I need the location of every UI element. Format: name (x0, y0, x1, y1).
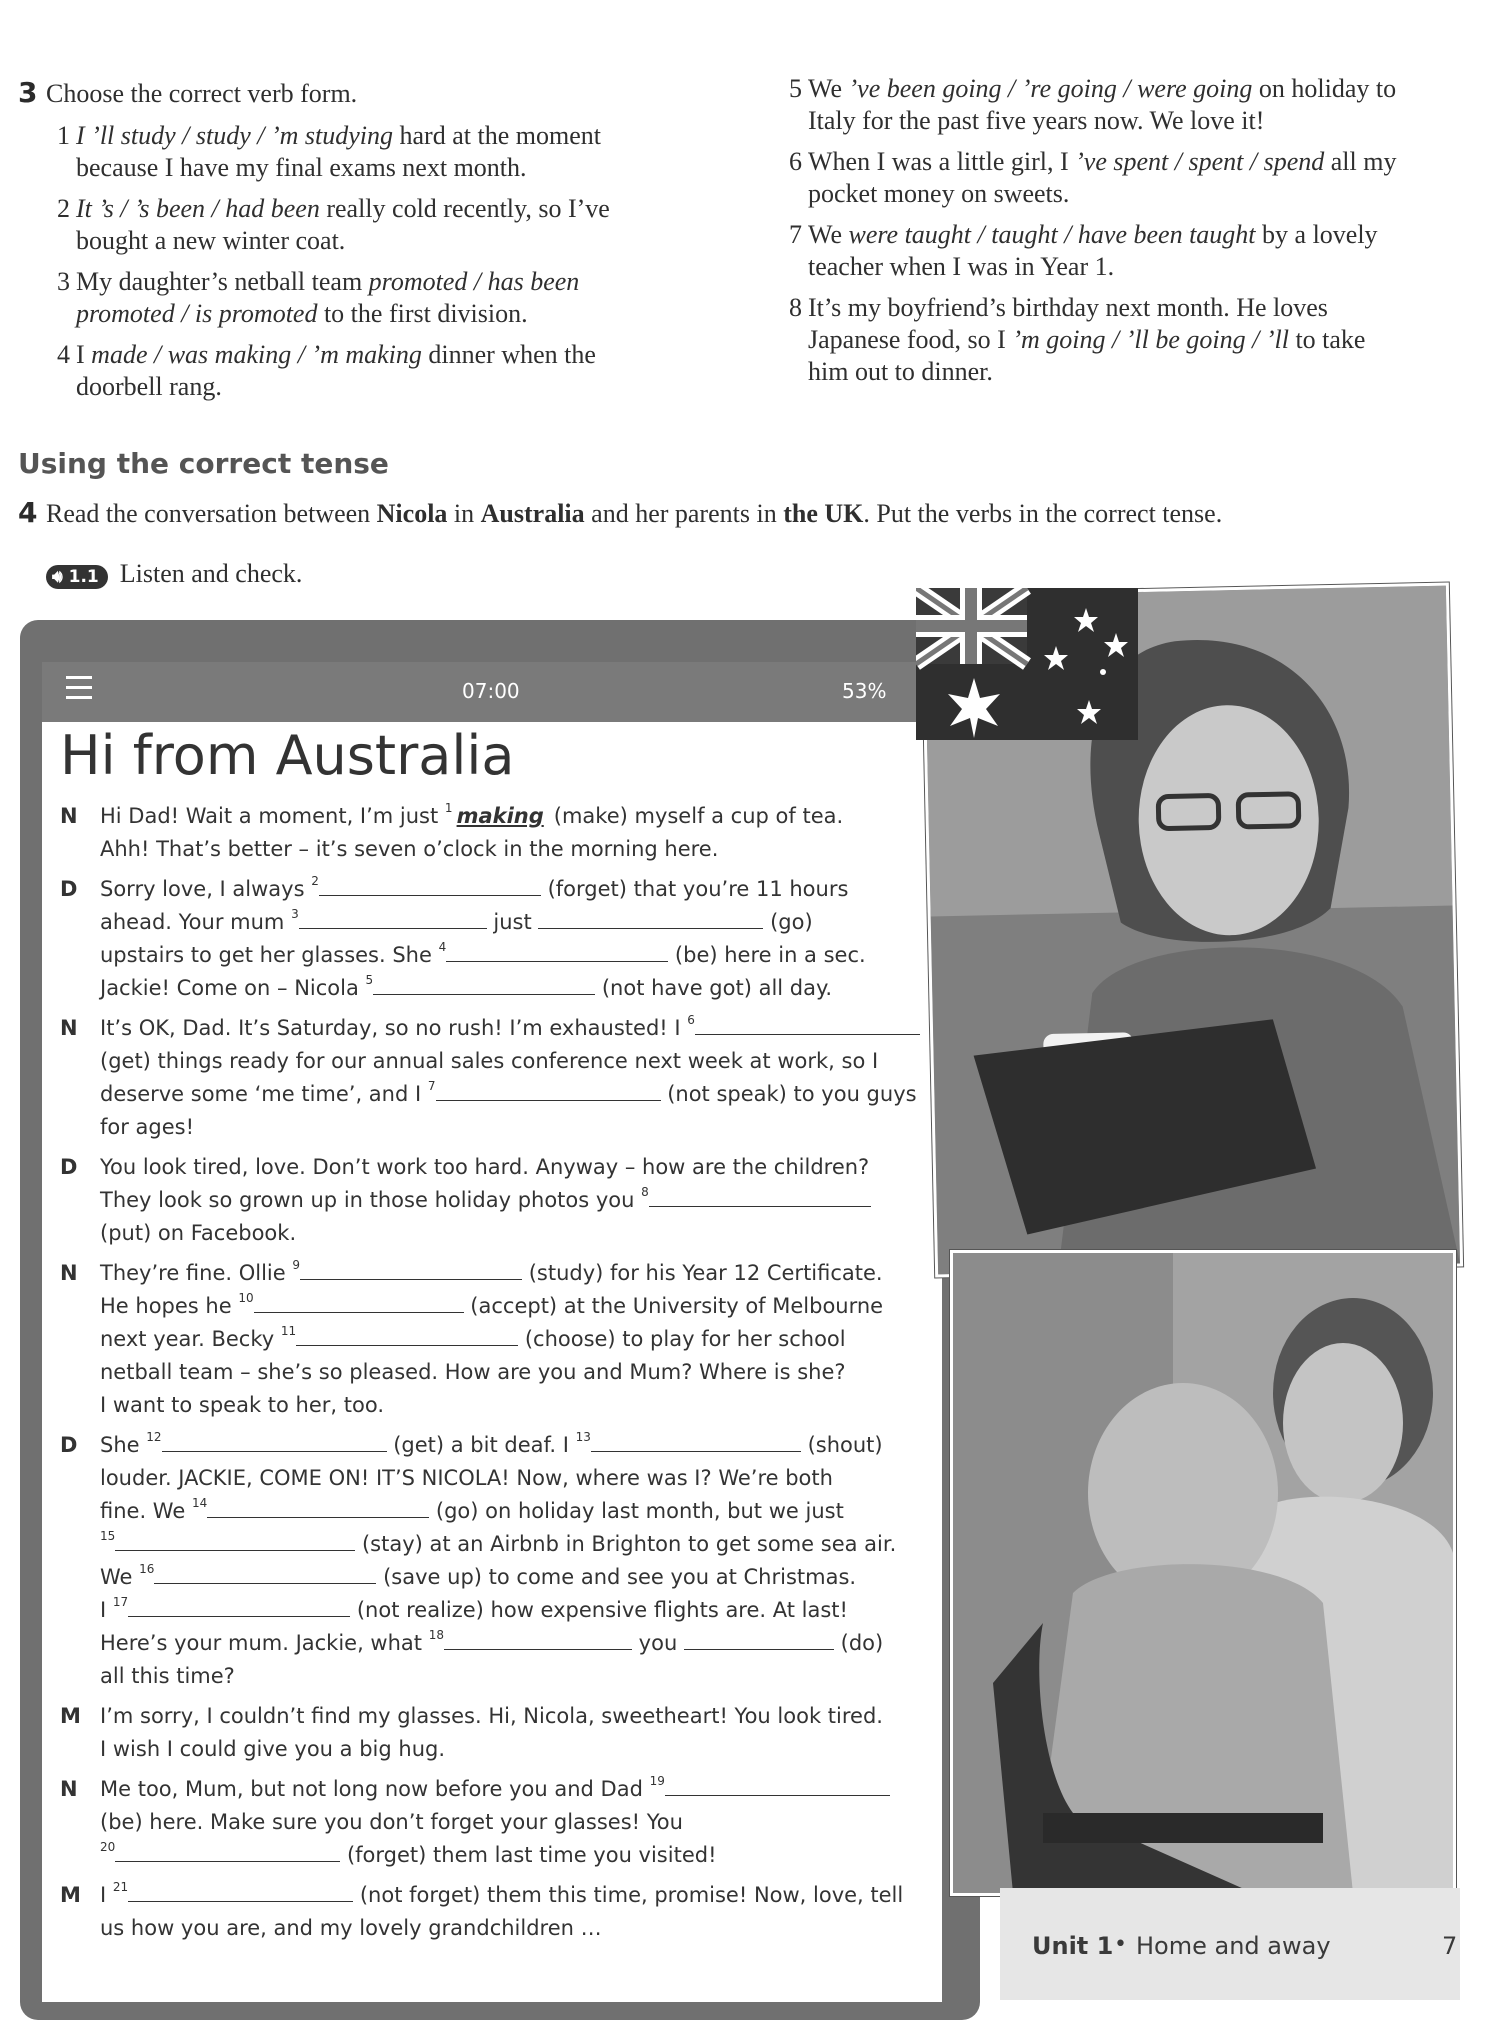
answer-gap-13[interactable] (591, 1429, 801, 1452)
chat-turn: N Me too, Mum, but not long now before you and Dad $^{19}$ (be) here. Make sure you don’t forget your glasses! You $^{20}$ (forget) them last time you visited! (60, 1773, 920, 1872)
footer-panel (1000, 1888, 1460, 2000)
chat-turn: M I’m sorry, I couldn’t find my glasses. Hi, Nicola, sweetheart! You look tired. I wish I could give you a big hug. (60, 1704, 883, 1761)
hamburger-menu-icon[interactable] (66, 676, 92, 699)
audio-instruction: Listen and check. (119, 559, 303, 588)
answer-gap-5[interactable] (373, 972, 595, 995)
answer-gap-8[interactable] (649, 1184, 871, 1207)
answer-gap-6[interactable] (695, 1012, 920, 1035)
audio-badge[interactable]: 🔊︎ 1.1 (46, 565, 108, 589)
ex3-item-4: 4 I made / was making / ’m making dinner when the doorbell rang. (57, 340, 596, 401)
answer-gap-20[interactable] (115, 1839, 340, 1862)
ex3-item-8: 8 It’s my boyfriend’s birthday next month. He loves Japanese food, so I ’m going / ’ll be going / ’ll to take him out to dinner. (789, 293, 1366, 386)
ex3-item-6: 6 When I was a little girl, I ’ve spent / spent / spend all my pocket money on sweets. (789, 147, 1397, 208)
example-answer: making (456, 804, 544, 828)
chat-title: Hi from Australia (60, 724, 515, 787)
ex3-item-1: 1 I ’ll study / study / ’m studying hard at the moment because I have my final exams next month. (57, 121, 601, 182)
chat-conversation (60, 800, 920, 1952)
footer-section: Home and away (1136, 1932, 1331, 1960)
answer-gap-4[interactable] (446, 939, 668, 962)
answer-gap-19[interactable] (665, 1773, 890, 1796)
answer-gap-18b[interactable] (684, 1627, 834, 1650)
chat-turn: N They’re fine. Ollie $^9$ (study) for his Year 12 Certificate. He hopes he $^{10}$ (accept) at the University of Melbourne next year. Becky $^{11}$ (choose) to play for her school netball team – she’s so pleased. How are you and Mum? Where is she? I want to speak to her, too. (60, 1258, 884, 1417)
exercise-4-number: 4 (18, 496, 38, 529)
ex3-item-3: 3 My daughter’s netball team promoted / has been promoted / is promoted to the first division. (57, 267, 580, 328)
answer-gap-3b[interactable] (538, 906, 763, 929)
answer-gap-15[interactable] (115, 1528, 355, 1551)
chat-turn: N Hi Dad! Wait a moment, I’m just $^1$ making (make) myself a cup of tea. Ahh! That’s better – it’s seven o’clock in the morning here. (60, 801, 844, 861)
chat-turn: D She $^{12}$ (get) a bit deaf. I $^{13}$ (shout) louder. JACKIE, COME ON! IT’S NICOLA! Now, where was I? We’re both fine. We $^{14}$ (go) on holiday last month, but we just $^{15}$ (stay) at an Airbnb in Brighton to get some sea air. We $^{16}$ (save up) to come and see you at Christmas. I $^{17}$ (not realize) how expensive flights are. At last! Here’s your mum. Jackie, what $^{18}$ you (do) all this time? (60, 1430, 897, 1688)
ex3-item-7: 7 We were taught / taught / have been taught by a lovely teacher when I was in Year 1. (789, 220, 1378, 281)
exercise-4-instruction: Read the conversation between Nicola in Australia and her parents in the UK. Put the verbs in the correct tense. (46, 499, 1223, 528)
status-time: 07:00 (462, 679, 520, 703)
page-number: 7 (1442, 1932, 1458, 1960)
speaker-icon: 🔊︎ (52, 567, 63, 587)
answer-gap-21[interactable] (128, 1879, 353, 1902)
chat-turn: D Sorry love, I always $^2$ (forget) that you’re 11 hours ahead. Your mum $^3$ just (go) upstairs to get her glasses. She $^4$ (be) here in a sec. Jackie! Come on – Nicola $^5$ (not have got) all day. (60, 874, 866, 1000)
photo-parents-with-laptop (950, 1250, 1456, 1896)
chat-turn: M I $^{21}$ (not forget) them this time, promise! Now, love, tell us how you are, and my lovely grandchildren … (60, 1880, 904, 1940)
chat-turn: D You look tired, love. Don’t work too hard. Anyway – how are the children? They look so grown up in those holiday photos you $^8$ (put) on Facebook. (60, 1155, 870, 1245)
footer-unit: Unit 1 (1032, 1932, 1114, 1960)
footer-bullet: • (1114, 1932, 1127, 1957)
exercise-3-number: 3 (18, 76, 38, 109)
parents-laptop-illustration (953, 1253, 1453, 1893)
answer-gap-2[interactable] (319, 873, 541, 896)
answer-gap-12[interactable] (162, 1429, 387, 1452)
answer-gap-3a[interactable] (299, 906, 487, 929)
answer-gap-7[interactable] (436, 1078, 661, 1101)
australian-flag-icon (916, 588, 1138, 740)
audio-row (46, 558, 302, 590)
answer-gap-16[interactable] (154, 1561, 376, 1584)
ex3-item-2: 2 It ’s / ’s been / had been really cold recently, so I’ve bought a new winter coat. (57, 194, 610, 255)
answer-gap-17[interactable] (128, 1594, 350, 1617)
answer-gap-11[interactable] (296, 1323, 518, 1346)
answer-gap-9[interactable] (300, 1257, 522, 1280)
answer-gap-14[interactable] (207, 1495, 429, 1518)
battery-level: 53% (842, 679, 887, 703)
exercise-3-instruction: Choose the correct verb form. (46, 79, 358, 108)
ex3-item-5: 5 We ’ve been going / ’re going / were going on holiday to Italy for the past five years now. We love it! (789, 74, 1397, 135)
answer-gap-10[interactable] (254, 1290, 464, 1313)
chat-turn: N It’s OK, Dad. It’s Saturday, so no rush! I’m exhausted! I $^6$ (get) things ready for our annual sales conference next week at work, so I deserve some ‘me time’, and I $^7$ (not speak) to you guys for ages! (60, 1012, 920, 1144)
status-bar (42, 662, 942, 722)
section-heading: Using the correct tense (18, 447, 389, 480)
answer-gap-18a[interactable] (444, 1627, 632, 1650)
